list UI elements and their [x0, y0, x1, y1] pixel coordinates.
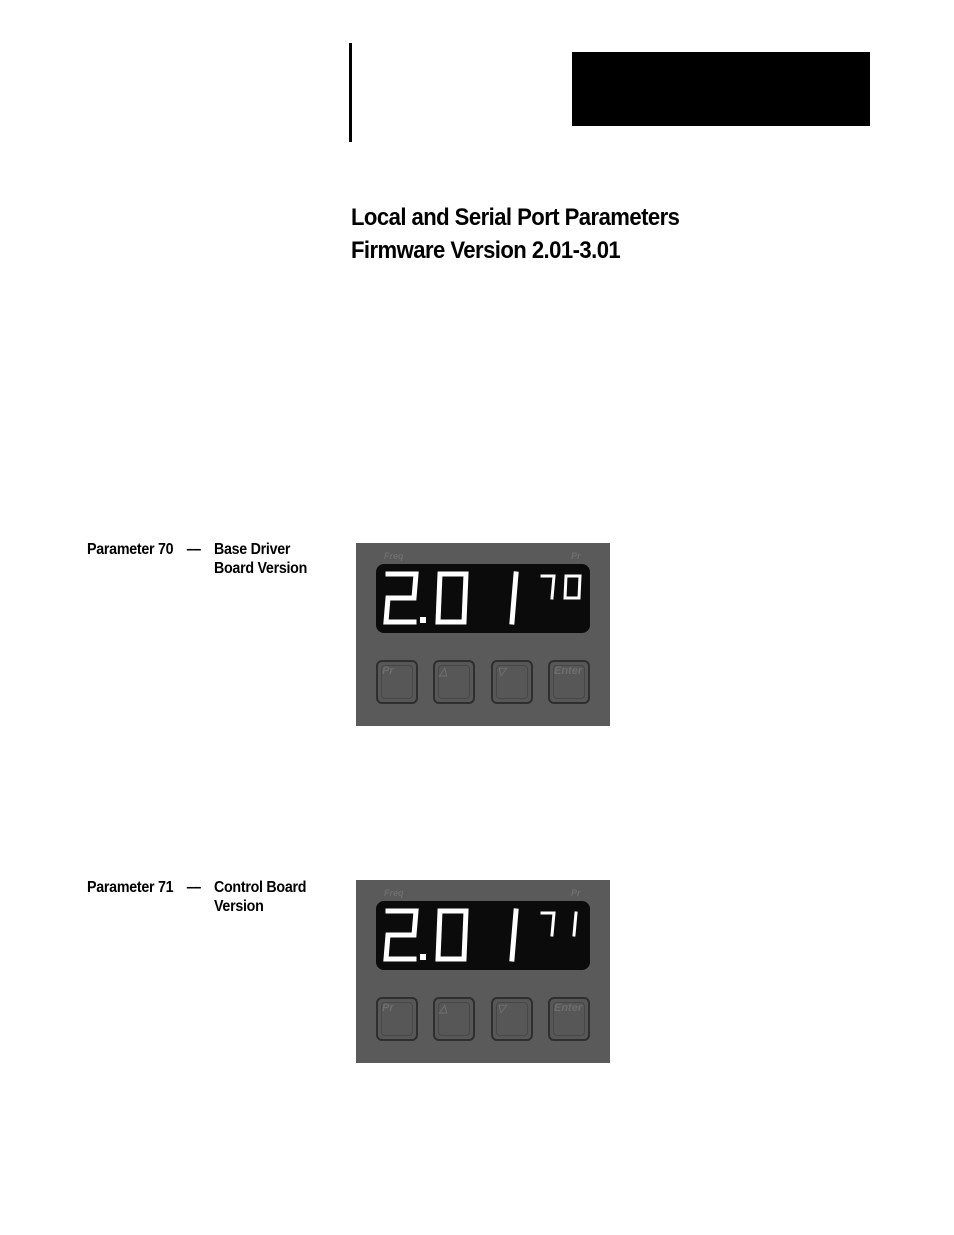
down-triangle-icon: ▽	[497, 1003, 506, 1015]
page-title-line-2: Firmware Version 2.01-3.01	[351, 237, 621, 264]
digit-2	[386, 574, 416, 622]
keypad-display-parameter-71	[356, 880, 610, 1063]
up-arrow-key[interactable]	[433, 660, 475, 704]
decimal-point	[420, 617, 426, 623]
header-rule	[349, 43, 352, 142]
digit-2	[386, 911, 416, 959]
parameter-description: Base Driver Board Version	[213, 541, 308, 577]
pr-indicator-label: Pr	[571, 888, 581, 898]
page-title-line-1: Local and Serial Port Parameters	[351, 204, 680, 231]
decimal-point	[420, 954, 426, 960]
program-key-label: Pr	[382, 1002, 394, 1014]
freq-indicator-label: Freq	[384, 551, 404, 561]
lcd-display	[376, 564, 590, 633]
keypad-display-parameter-70	[356, 543, 610, 726]
freq-indicator-label: Freq	[384, 888, 404, 898]
lcd-display	[376, 901, 590, 970]
parameter-dash: ––	[186, 541, 201, 558]
down-triangle-icon: ▽	[497, 666, 506, 678]
digit-1	[512, 911, 516, 959]
program-key[interactable]	[376, 660, 418, 704]
up-triangle-icon: △	[439, 1003, 448, 1015]
parameter-number: Parameter 71	[87, 879, 174, 896]
digit-0	[438, 911, 466, 959]
enter-key-label: Enter	[554, 665, 583, 677]
program-key[interactable]	[376, 997, 418, 1041]
lcd-seven-segment-readout	[376, 901, 590, 970]
down-arrow-key[interactable]	[491, 660, 533, 704]
enter-key[interactable]	[548, 660, 590, 704]
lcd-seven-segment-readout	[376, 564, 590, 633]
page-title	[351, 201, 679, 267]
up-arrow-key[interactable]	[433, 997, 475, 1041]
down-arrow-key[interactable]	[491, 997, 533, 1041]
parameter-description: Control Board Version	[213, 879, 307, 915]
param-code-digit-1	[574, 913, 576, 935]
chapter-tab-block	[572, 52, 870, 126]
param-code-digit-7	[542, 913, 554, 935]
param-code-digit-7	[542, 576, 554, 598]
enter-key-label: Enter	[554, 1002, 583, 1014]
enter-key[interactable]	[548, 997, 590, 1041]
pr-indicator-label: Pr	[571, 551, 581, 561]
digit-1	[512, 574, 516, 622]
up-triangle-icon: △	[439, 666, 448, 678]
digit-0	[438, 574, 466, 622]
program-key-label: Pr	[382, 665, 394, 677]
param-code-digit-0	[565, 576, 580, 598]
parameter-number: Parameter 70	[87, 541, 174, 558]
parameter-dash: ––	[186, 879, 201, 896]
